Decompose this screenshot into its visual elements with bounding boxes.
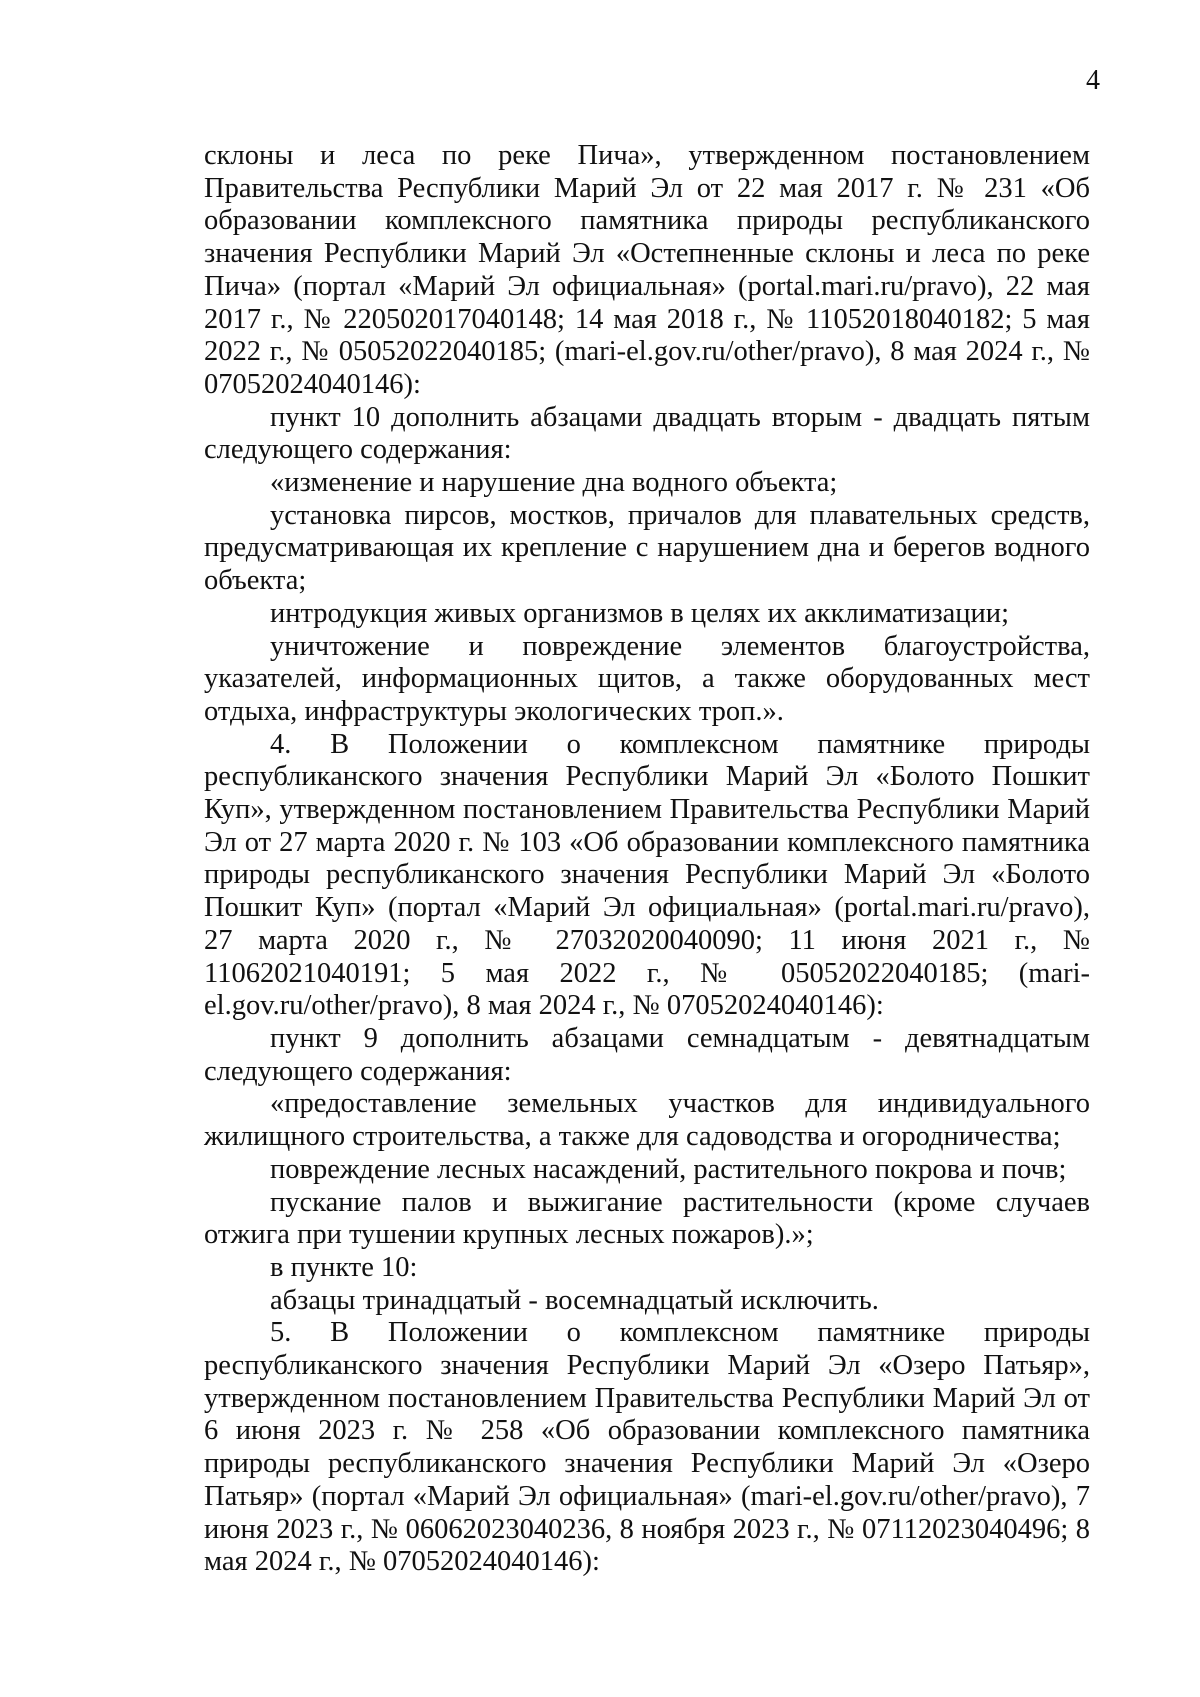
paragraph-continuation: склоны и леса по реке Пича», утвержденном постановлением Правительства Республики Марий Эл от 22 мая 2017 г. № 231 «Об образовании комплексного памятника природы республиканского значения Республики Марий Эл «Остепненные склоны и леса по реке Пича» (портал «Марий Эл официальная» (portal.mari.ru/pravo), 22 мая 2017 г., № 220502017040148; 14 мая 2018 г., № 11052018040182; 5 мая 2022 г., № 05052022040185; (mari-el.gov.ru/other/pravo), 8 мая 2024 г., № 07052024040146): xyxy=(204,140,1090,400)
paragraph-section-5: 5. В Положении о комплексном памятнике природы республиканского значения Республики Марий Эл «Озеро Патьяр», утвержденном постановлением Правительства Республики Марий Эл от 6 июня 2023 г. № 258 «Об образовании комплексного памятника природы республиканского значения Республики Марий Эл «Озеро Патьяр» (портал «Марий Эл официальная» (mari-el.gov.ru/other/pravo), 7 июня 2023 г., № 06062023040236, 8 ноября 2023 г., № 07112023040496; 8 мая 2024 г., № 07052024040146): xyxy=(204,1317,1090,1578)
paragraph-burning: пускание палов и выжигание растительности (кроме случаев отжига при тушении крупных лесных пожаров).»; xyxy=(204,1186,1090,1251)
paragraph-destruction-elements: уничтожение и повреждение элементов благоустройства, указателей, информационных щитов, а также оборудованных мест отдыха, инфраструктуры экологических троп.». xyxy=(204,630,1090,727)
document-body xyxy=(204,140,1090,1579)
paragraph-introduction-organisms: интродукция живых организмов в целях их акклиматизации; xyxy=(270,597,1009,629)
paragraph-section-4: 4. В Положении о комплексном памятнике природы республиканского значения Республики Марий Эл «Болото Пошкит Куп», утвержденном постановлением Правительства Республики Марий Эл от 27 марта 2020 г. № 103 «Об образовании комплексного памятника природы республиканского значения Республики Марий Эл «Болото Пошкит Куп» (портал «Марий Эл официальная» (portal.mari.ru/pravo), 27 марта 2020 г., № 27032020040090; 11 июня 2021 г., № 11062021040191; 5 мая 2022 г., № 05052022040185; (mari-el.gov.ru/other/pravo), 8 мая 2024 г., № 07052024040146): xyxy=(204,728,1090,1022)
paragraph-item-10-amendment: пункт 10 дополнить абзацами двадцать вторым - двадцать пятым следующего содержания: xyxy=(204,401,1090,466)
paragraph-item-9-amendment: пункт 9 дополнить абзацами семнадцатым - девятнадцатым следующего содержания: xyxy=(204,1022,1090,1087)
paragraph-land-plots: «предоставление земельных участков для индивидуального жилищного строительства, а также для садоводства и огородничества; xyxy=(204,1088,1090,1153)
page-number: 4 xyxy=(1086,65,1100,96)
paragraph-quote-water-bottom: «изменение и нарушение дна водного объекта; xyxy=(270,467,838,499)
paragraph-forest-damage: повреждение лесных насаждений, растительного покрова и почв; xyxy=(270,1153,1067,1185)
paragraph-exclude-abzacy: абзацы тринадцатый - восемнадцатый исключить. xyxy=(270,1284,879,1316)
paragraph-piers-installation: установка пирсов, мостков, причалов для плавательных средств, предусматривающая их крепление с нарушением дна и берегов водного объекта; xyxy=(204,499,1090,597)
paragraph-item-10-heading: в пункте 10: xyxy=(270,1251,418,1283)
